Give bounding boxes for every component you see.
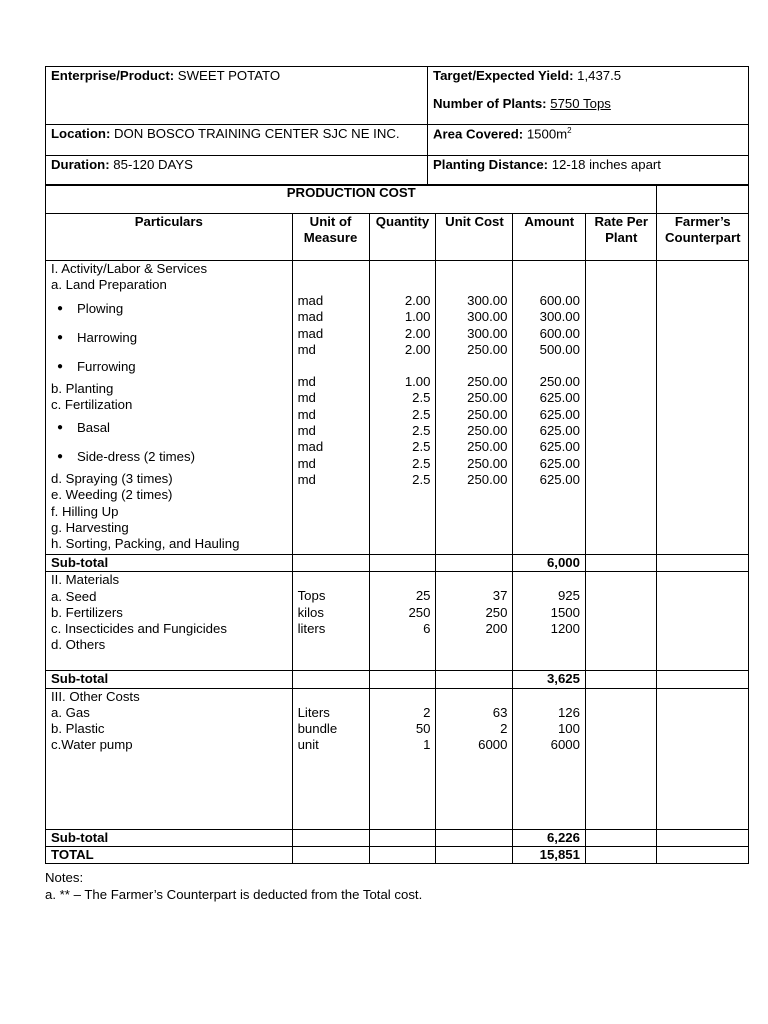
- section2-farmer: [657, 572, 749, 671]
- subtotal-blank: [292, 829, 369, 846]
- section3-amount: [513, 688, 586, 829]
- list-item: b. Plastic: [51, 721, 105, 737]
- subtotal-blank: [436, 555, 513, 572]
- plowing-item: ● Plowing: [51, 294, 287, 323]
- sidedress-item: ● Side-dress (2 times): [51, 442, 287, 471]
- cell-qty: 1.00: [404, 309, 431, 325]
- total-row: [46, 846, 749, 863]
- cell-uom: mad: [297, 309, 324, 325]
- total-value: 15,851: [513, 846, 586, 863]
- section2-amount: [513, 572, 586, 671]
- section3-rate: [585, 688, 656, 829]
- cell-qty: 2.00: [404, 341, 431, 357]
- section2-heading: II. Materials: [51, 572, 120, 588]
- enterprise-label: Enterprise/Product:: [51, 68, 175, 83]
- cell-qty: 2.5: [412, 390, 431, 406]
- cell-uom: mad: [297, 293, 324, 308]
- cell-qty: 2.5: [412, 423, 431, 439]
- section1-rate: [585, 261, 656, 555]
- distance-cell: [428, 156, 748, 185]
- subtotal-value: 6,226: [513, 829, 586, 846]
- subtotal-blank: [657, 671, 749, 688]
- cell-uom: unit: [297, 737, 319, 753]
- section3-uom: [292, 688, 369, 829]
- header-row-3: [45, 155, 749, 186]
- section-materials: [46, 572, 749, 671]
- total-blank: [585, 846, 656, 863]
- production-cost-title: PRODUCTION COST: [46, 185, 657, 214]
- section-other-costs: [46, 688, 749, 829]
- cell-unit-cost: 250.00: [467, 455, 508, 471]
- cell-amount: 100: [557, 720, 580, 736]
- plants-value: 5750 Tops: [550, 96, 611, 111]
- cell-uom: mad: [297, 325, 324, 341]
- col-header-quantity: Quantity: [369, 214, 436, 261]
- total-blank: [369, 846, 436, 863]
- cell-unit-cost: 300.00: [467, 325, 508, 341]
- section1-heading: I. Activity/Labor & Services: [51, 261, 208, 276]
- list-item: c. Insecticides and Fungicides: [51, 621, 227, 637]
- hilling-label: f. Hilling Up: [51, 503, 119, 519]
- cell-amount: 126: [557, 704, 580, 720]
- cell-amount: 6000: [550, 737, 580, 753]
- list-item: a. Seed: [51, 588, 97, 604]
- col-header-amount: Amount: [513, 214, 586, 261]
- cell-qty: 2.5: [412, 471, 431, 487]
- cell-uom: md: [297, 406, 316, 422]
- subtotal-row-3: [46, 829, 749, 846]
- duration-label: Duration:: [51, 157, 110, 172]
- subtotal-blank: [585, 671, 656, 688]
- section1-qty: [369, 261, 436, 555]
- subtotal-value: 6,000: [513, 555, 586, 572]
- cell-unit-cost: 300.00: [467, 309, 508, 325]
- area-label: Area Covered:: [433, 126, 524, 142]
- section1-particulars: [46, 261, 293, 555]
- column-header-row: [46, 214, 749, 261]
- cell-unit-cost: 250.00: [467, 423, 508, 439]
- cell-uom: liters: [297, 620, 326, 636]
- cell-amount: 925: [557, 588, 580, 604]
- cell-amount: 625.00: [539, 455, 580, 471]
- cell-amount: 600.00: [539, 325, 580, 341]
- harrowing-item: ● Harrowing: [51, 323, 287, 352]
- section1-amount: [513, 261, 586, 555]
- cell-unit-cost: 250.00: [467, 439, 508, 455]
- total-blank: [292, 846, 369, 863]
- notes-heading: Notes:: [45, 870, 84, 885]
- subtotal-blank: [436, 829, 513, 846]
- cell-qty: 2.00: [404, 325, 431, 341]
- cell-amount: 600.00: [539, 293, 580, 308]
- section2-qty: [369, 572, 436, 671]
- location-cell: [46, 125, 428, 155]
- location-label: Location:: [51, 126, 111, 141]
- subtotal-label: Sub-total: [46, 555, 293, 572]
- yield-label: Target/Expected Yield:: [433, 68, 574, 83]
- subtotal-value: 3,625: [513, 671, 586, 688]
- cell-uom: kilos: [297, 604, 324, 620]
- col-header-particulars: Particulars: [46, 214, 293, 261]
- notes-section: [45, 869, 422, 903]
- cell-amount: 1500: [550, 604, 580, 620]
- header-row-2: [45, 124, 749, 155]
- cell-amount: 625.00: [539, 471, 580, 487]
- section1-uom: [292, 261, 369, 555]
- title-row-blank: [657, 185, 749, 214]
- yield-value: 1,437.5: [577, 68, 622, 83]
- enterprise-cell: [46, 67, 428, 124]
- note-a: a. ** – The Farmer’s Counterpart is deducted from the Total cost.: [45, 887, 423, 902]
- subtotal-blank: [657, 555, 749, 572]
- enterprise-value: SWEET POTATO: [177, 68, 281, 83]
- cell-unit-cost: 250: [485, 604, 508, 620]
- weeding-label: e. Weeding (2 times): [51, 487, 173, 503]
- cell-amount: 625.00: [539, 439, 580, 455]
- total-blank: [436, 846, 513, 863]
- cell-uom: md: [297, 341, 316, 357]
- section3-unit-cost: [436, 688, 513, 829]
- cell-amount: 300.00: [539, 309, 580, 325]
- furrowing-item: ● Furrowing: [51, 352, 287, 381]
- section2-unit-cost: [436, 572, 513, 671]
- cell-amount: 1200: [550, 620, 580, 636]
- section1-farmer: [657, 261, 749, 555]
- section2-rate: [585, 572, 656, 671]
- basal-item: ● Basal: [51, 413, 287, 442]
- cell-uom: Tops: [297, 588, 326, 604]
- subtotal-blank: [369, 671, 436, 688]
- cell-amount: 625.00: [539, 390, 580, 406]
- cell-uom: bundle: [297, 720, 338, 736]
- cell-unit-cost: 250.00: [467, 374, 508, 390]
- sorting-label: h. Sorting, Packing, and Hauling: [51, 536, 240, 552]
- cell-qty: 50: [415, 720, 431, 736]
- cell-qty: 2.5: [412, 406, 431, 422]
- cell-uom: md: [297, 455, 316, 471]
- cell-qty: 2.5: [412, 455, 431, 471]
- section3-heading: III. Other Costs: [51, 688, 140, 704]
- section3-farmer: [657, 688, 749, 829]
- cell-unit-cost: 250.00: [467, 406, 508, 422]
- subtotal-blank: [657, 829, 749, 846]
- cell-amount: 500.00: [539, 341, 580, 357]
- spraying-label: d. Spraying (3 times): [51, 471, 173, 487]
- cell-unit-cost: 250.00: [467, 341, 508, 357]
- subtotal-blank: [585, 555, 656, 572]
- list-item: d. Others: [51, 637, 106, 653]
- project-header: [45, 66, 749, 186]
- total-blank: [657, 846, 749, 863]
- subtotal-blank: [292, 555, 369, 572]
- list-item: c.Water pump: [51, 737, 133, 753]
- subtotal-row-2: [46, 671, 749, 688]
- cell-uom: md: [297, 390, 316, 406]
- cell-unit-cost: 250.00: [467, 471, 508, 487]
- duration-value: 85-120 DAYS: [113, 157, 193, 172]
- cell-unit-cost: 2: [500, 720, 508, 736]
- cell-unit-cost: 300.00: [467, 293, 508, 308]
- production-cost-table: [45, 184, 749, 864]
- cell-uom: md: [297, 374, 316, 390]
- cell-qty: 250: [408, 604, 431, 620]
- subtotal-blank: [369, 555, 436, 572]
- table-title-row: [46, 185, 749, 214]
- duration-cell: [46, 156, 428, 185]
- cell-uom: md: [297, 423, 316, 439]
- land-prep-label: a. Land Preparation: [51, 277, 167, 293]
- section3-qty: [369, 688, 436, 829]
- cell-uom: md: [297, 471, 316, 487]
- cell-qty: 1: [423, 737, 431, 753]
- col-header-farmers-counterpart: Farmer’s Counterpart: [657, 214, 749, 261]
- plants-label: Number of Plants:: [433, 96, 547, 111]
- cell-uom: Liters: [297, 704, 330, 720]
- cell-amount: 625.00: [539, 423, 580, 439]
- section3-particulars: [46, 688, 293, 829]
- subtotal-label: Sub-total: [46, 829, 293, 846]
- list-item: a. Gas: [51, 704, 90, 720]
- location-value: DON BOSCO TRAINING CENTER SJC NE INC.: [114, 126, 400, 141]
- cell-qty: 1.00: [404, 374, 431, 390]
- section1-unit-cost: [436, 261, 513, 555]
- cell-amount: 250.00: [539, 374, 580, 390]
- header-row-1: [45, 66, 749, 124]
- total-label: TOTAL: [46, 846, 293, 863]
- cell-unit-cost: 250.00: [467, 390, 508, 406]
- cell-unit-cost: 200: [485, 620, 508, 636]
- cell-unit-cost: 6000: [478, 737, 508, 753]
- area-cell: [428, 125, 748, 155]
- section2-uom: [292, 572, 369, 671]
- cell-unit-cost: 63: [492, 704, 508, 720]
- list-item: b. Fertilizers: [51, 604, 123, 620]
- cell-qty: 2.00: [404, 293, 431, 308]
- subtotal-label: Sub-total: [46, 671, 293, 688]
- cell-qty: 25: [415, 588, 431, 604]
- distance-label: Planting Distance:: [433, 157, 549, 172]
- cell-qty: 2: [423, 704, 431, 720]
- cell-qty: 6: [423, 620, 431, 636]
- section-activity-labor: [46, 261, 749, 555]
- subtotal-blank: [292, 671, 369, 688]
- planting-label: b. Planting: [51, 380, 114, 396]
- cell-qty: 2.5: [412, 439, 431, 455]
- cell-unit-cost: 37: [492, 588, 508, 604]
- subtotal-blank: [436, 671, 513, 688]
- cell-amount: 625.00: [539, 406, 580, 422]
- subtotal-row-1: [46, 555, 749, 572]
- harvesting-label: g. Harvesting: [51, 520, 129, 536]
- area-value: 1500m: [526, 126, 568, 142]
- col-header-unit-cost: Unit Cost: [436, 214, 513, 261]
- subtotal-blank: [585, 829, 656, 846]
- yield-cell: [428, 67, 748, 124]
- cell-uom: mad: [297, 439, 324, 455]
- area-unit-superscript: 2: [567, 126, 572, 135]
- fertilization-label: c. Fertilization: [51, 396, 133, 412]
- subtotal-blank: [369, 829, 436, 846]
- distance-value: 12-18 inches apart: [551, 157, 661, 172]
- section2-particulars: [46, 572, 293, 671]
- col-header-unit-of-measure: Unit of Measure: [292, 214, 369, 261]
- col-header-rate-per-plant: Rate Per Plant: [585, 214, 656, 261]
